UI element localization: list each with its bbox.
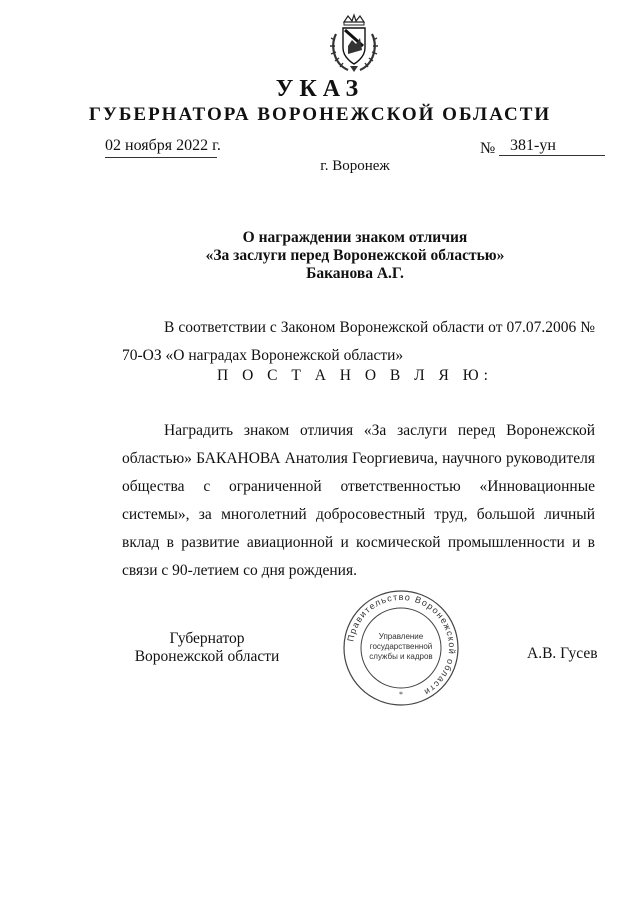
paragraph-text: В соответствии с Законом Воронежской области от 07.07.2006 № 70-ОЗ «О наградах Воронежской области»: [122, 319, 595, 364]
signatory-name: А.В. Гусев: [527, 645, 598, 662]
decree-word: П О С Т А Н О В Л Я Ю:: [217, 367, 493, 384]
document-date: 02 ноября 2022 г.: [105, 137, 221, 154]
number-label: №: [480, 140, 496, 157]
stamp-star-icon: *: [399, 690, 403, 699]
stamp-inner-line: государственной: [369, 642, 433, 651]
decree-heading: [0, 229, 640, 283]
number-underline: [499, 155, 605, 156]
stamp-inner-line: Управление: [378, 632, 424, 641]
heading-line: Баканова А.Г.: [306, 265, 404, 282]
signatory-position: [122, 630, 292, 666]
heading-line: «За заслуги перед Воронежской областью»: [205, 247, 505, 264]
document-city: г. Воронеж: [320, 158, 390, 174]
position-line: Воронежской области: [134, 648, 280, 665]
award-paragraph: Наградить знаком отличия «За заслуги перед Воронежской областью» БАКАНОВА Анатолия Георгиевича, научного руководителя общества с ограниченной ответственностью «Инновационные системы», за многолетний добросовестный труд, большой личный вклад в развитие авиационной и космической промышленности и в связи с 90-летием со дня рождения.: [122, 422, 595, 579]
heading-line: О награждении знаком отличия: [242, 229, 468, 246]
document-subtitle: ГУБЕРНАТОРА ВОРОНЕЖСКОЙ ОБЛАСТИ: [88, 104, 552, 125]
stamp-outer-text: Правительство Воронежской области: [345, 591, 458, 698]
document-number: 381-ун: [510, 137, 556, 154]
document-title: УКАЗ: [275, 76, 365, 102]
official-stamp: [340, 589, 462, 707]
coat-of-arms-icon: [326, 12, 382, 76]
legal-basis-paragraph: [122, 314, 595, 370]
position-line: Губернатор: [169, 630, 245, 647]
stamp-inner-line: службы и кадров: [369, 652, 433, 661]
